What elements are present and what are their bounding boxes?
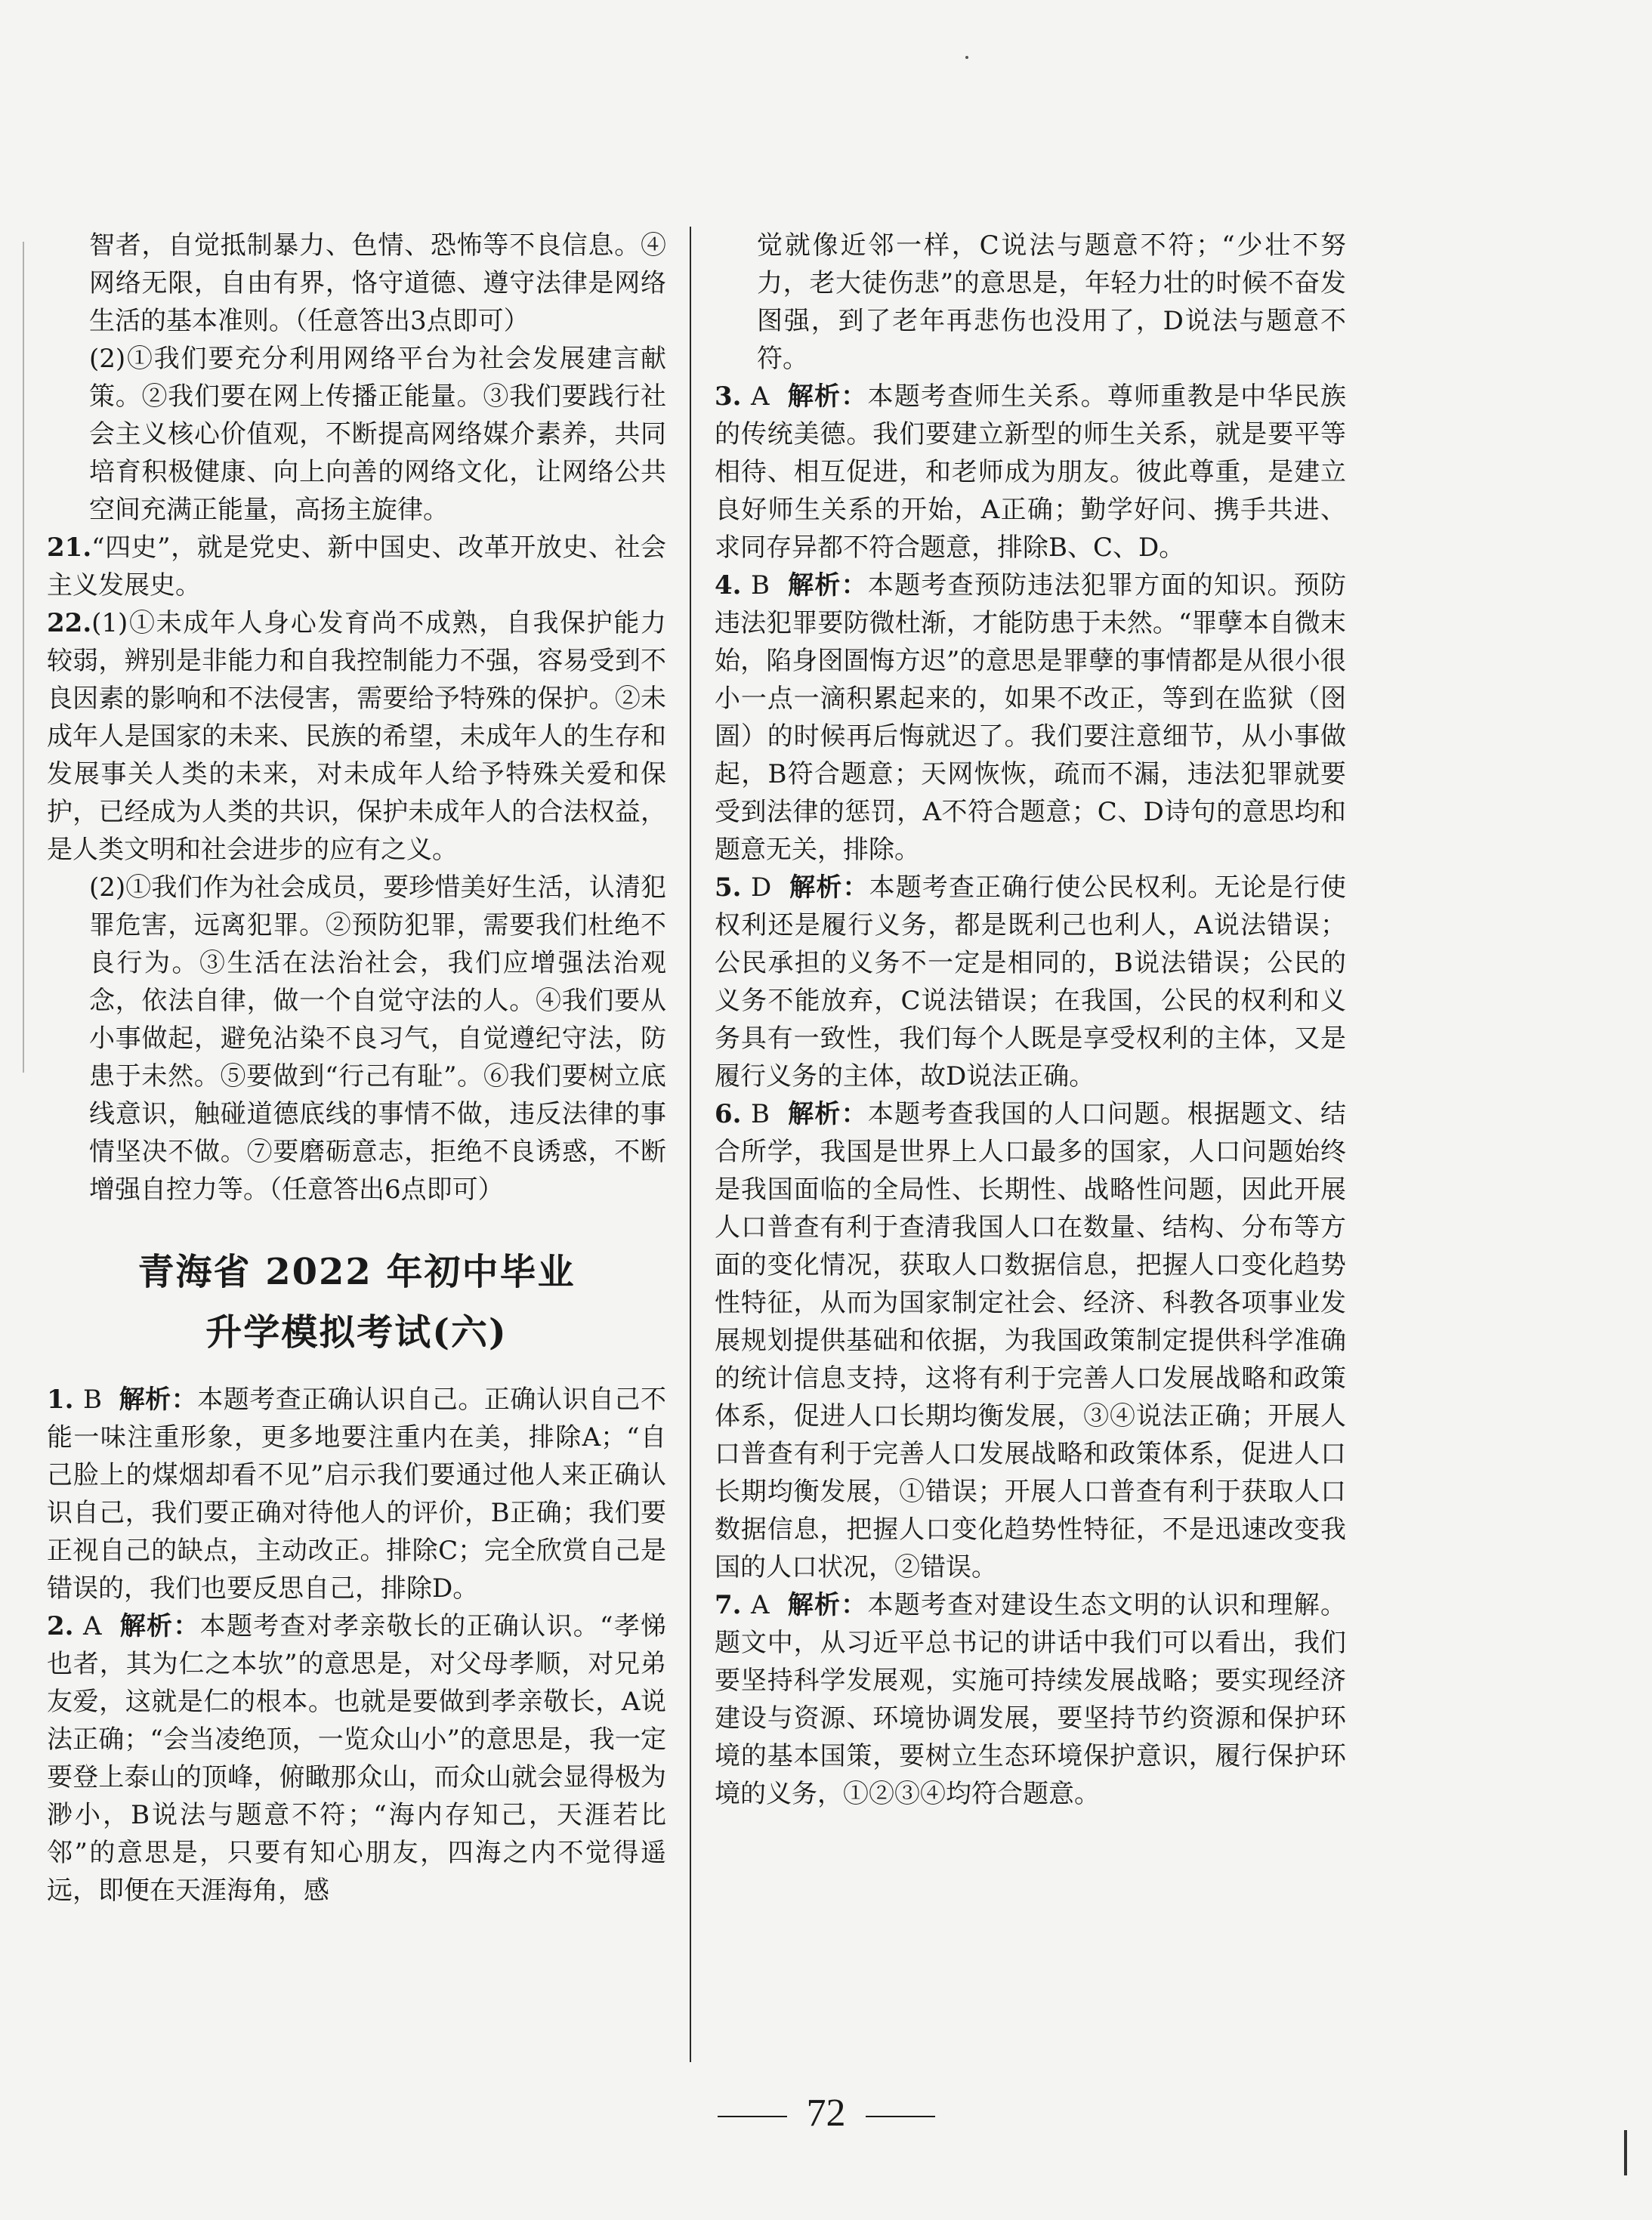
answer-7 [715, 1586, 1346, 1813]
answer-text: “四史”，就是党史、新中国史、改革开放史、社会主义发展史。 [47, 533, 666, 601]
analysis-text: 本题考查对建设生态文明的认识和理解。题文中，从习近平总书记的讲话中我们可以看出，我们要坚持科学发展观，实施可持续发展战略；要实现经济建设与资源、环境协调发展，要坚持节约资源和保护环境的基本国策，要树立生态环境保护意识，履行保护环境的义务，①②③④均符合题意。 [715, 1590, 1347, 1809]
answer-4 [715, 567, 1346, 869]
heading-line-1: 青海省 2022 年初中毕业 [137, 1251, 576, 1293]
analysis-text: 本题考查我国的人口问题。根据题文、结合所学，我国是世界上人口最多的国家，人口问题始终是我国面临的全局性、长期性、战略性问题，因此开展人口普查有利于查清我国人口在数量、结构、分布等方面的变化情况，获取人口数据信息，把握人口变化趋势性特征，从而为国家制定社会、经济、科教各项事业发展规划提供基础和依据，为我国政策制定提供科学准确的统计信息支持，这将有利于完善人口发展战略和政策体系，促进人口长期均衡发展，③④说法正确；开展人口普查有利于完善人口发展战略和政策体系，促进人口长期均衡发展，①错误；开展人口普查有利于获取人口数据信息，把握人口变化趋势性特征，不是迅速改变我国的人口状况，②错误。 [715, 1099, 1346, 1582]
answer-choice: D [751, 872, 772, 903]
analysis-text: 本题考查正确认识自己。正确认识自己不能一味注重形象，更多地要注重内在美，排除A；“自己脸上的煤烟却看不见”启示我们要通过他人来正确认识自己，我们要正确对待他人的评价，B正确；我们要正视自己的缺点，主动改正。排除C；完全欣赏自己是错误的，我们也要反思自己，排除D。 [47, 1385, 667, 1604]
page-number: 72 [806, 2092, 846, 2135]
left-column [47, 227, 666, 1910]
analysis-label: 解析： [789, 872, 869, 903]
answer-choice: B [751, 1099, 770, 1129]
scan-edge-mark [1624, 2130, 1627, 2175]
analysis-label: 解析： [119, 1611, 200, 1641]
answer-choice: B [83, 1385, 102, 1415]
question-number: 1. [47, 1385, 74, 1415]
answer-3 [715, 378, 1346, 567]
continued-answer-2: 觉就像近邻一样，C说法与题意不符；“少壮不努力，老大徒伤悲”的意思是，年轻力壮的时候不奋发图强，到了老年再悲伤也没用了，D说法与题意不符。 [757, 230, 1346, 374]
analysis-text: 本题考查师生关系。尊师重教是中华民族的传统美德。我们要建立新型的师生关系，就是要平等相待、相互促进，和老师成为朋友。彼此尊重，是建立良好师生关系的开始，A正确；勤学好问、携手共进、求同存异都不符合题意，排除B、C、D。 [715, 381, 1347, 563]
answer-6 [715, 1095, 1346, 1586]
answer-choice: B [751, 570, 770, 601]
question-number: 2. [47, 1611, 74, 1641]
continued-paragraph: 智者，自觉抵制暴力、色情、恐怖等不良信息。④网络无限，自由有界，恪守道德、遵守法律是网络生活的基本准则。（任意答出3点即可） [89, 230, 666, 336]
answer-1 [47, 1381, 666, 1607]
analysis-label: 解析： [788, 1099, 868, 1129]
answer-part-2: (2)①我们要充分利用网络平台为社会发展建言献策。②我们要在网上传播正能量。③我们要践行社会主义核心价值观，不断提高网络媒介素养，共同培育积极健康、向上向善的网络文化，让网络公共空间充满正能量，高扬主旋律。 [89, 344, 666, 525]
left-margin-rule [23, 242, 24, 1073]
question-number: 21. [47, 533, 92, 563]
exam-heading [47, 1242, 666, 1363]
answer-2 [47, 1607, 666, 1910]
heading-line-2: 升学模拟考试(六) [205, 1311, 508, 1354]
analysis-text: 本题考查对孝亲敬长的正确认识。“孝悌也者，其为仁之本欤”的意思是，对父母孝顺，对兄弟友爱，这就是仁的根本。也就是要做到孝亲敬长，A说法正确；“会当凌绝顶，一览众山小”的意思是，我一定要登上泰山的顶峰，俯瞰那众山，而众山就会显得极为渺小，B说法与题意不符；“海内存知己，天涯若比邻”的意思是，只要有知心朋友，四海之内不觉得遥远，即便在天涯海角，感 [47, 1611, 666, 1906]
answer-text: (1)①未成年人身心发育尚不成熟，自我保护能力较弱，辨别是非能力和自我控制能力不强，容易受到不良因素的影响和不法侵害，需要给予特殊的保护。②未成年人是国家的未来、民族的希望，未成年人的生存和发展事关人类的未来，对未成年人给予特殊关爱和保护，已经成为人类的共识，保护未成年人的合法权益，是人类文明和社会进步的应有之义。 [47, 608, 666, 865]
page-footer [0, 2091, 1652, 2135]
question-number: 7. [715, 1590, 742, 1620]
right-column [715, 227, 1346, 1813]
analysis-text: 本题考查正确行使公民权利。无论是行使权利还是履行义务，都是既利己也利人，A说法错误；公民承担的义务不一定是相同的，B说法错误；公民的义务不能放弃，C说法错误；在我国，公民的权利和义务具有一致性，我们每个人既是享受权利的主体，又是履行义务的主体，故D说法正确。 [715, 872, 1347, 1091]
column-divider [690, 227, 691, 2062]
question-number: 5. [715, 872, 742, 903]
question-number: 3. [715, 381, 742, 412]
analysis-label: 解析： [787, 381, 868, 412]
answer-5 [715, 869, 1346, 1095]
scan-speck [965, 56, 968, 59]
question-number: 4. [715, 570, 742, 601]
analysis-label: 解析： [788, 570, 868, 601]
answer-choice: A [751, 381, 770, 412]
question-number: 22. [47, 608, 92, 638]
analysis-text: 本题考查预防违法犯罪方面的知识。预防违法犯罪要防微杜渐，才能防患于未然。“罪孽本自微末始，陷身囹圄悔方迟”的意思是罪孽的事情都是从很小很小一点一滴积累起来的，如果不改正，等到在监狱（囹圄）的时候再后悔就迟了。我们要注意细节，从小事做起，B符合题意；天网恢恢，疏而不漏，违法犯罪就要受到法律的惩罚，A不符合题意；C、D诗句的意思均和题意无关，排除。 [715, 570, 1346, 865]
question-number: 6. [715, 1099, 742, 1129]
answer-choice: A [751, 1590, 770, 1620]
analysis-label: 解析： [787, 1590, 868, 1620]
analysis-label: 解析： [119, 1385, 198, 1415]
footer-rule-right [866, 2116, 935, 2117]
footer-rule-left [718, 2116, 787, 2117]
answer-22-part-2: (2)①我们作为社会成员，要珍惜美好生活，认清犯罪危害，远离犯罪。②预防犯罪，需要我们杜绝不良行为。③生活在法治社会，我们应增强法治观念，依法自律，做一个自觉守法的人。④我们要从小事做起，避免沾染不良习气，自觉遵纪守法，防患于未然。⑤要做到“行己有耻”。⑥我们要树立底线意识，触碰道德底线的事情不做，违反法律的事情坚决不做。⑦要磨砺意志，拒绝不良诱惑，不断增强自控力等。（任意答出6点即可） [89, 872, 666, 1205]
answer-21 [47, 529, 666, 604]
answer-22 [47, 604, 666, 869]
answer-choice: A [83, 1611, 102, 1641]
